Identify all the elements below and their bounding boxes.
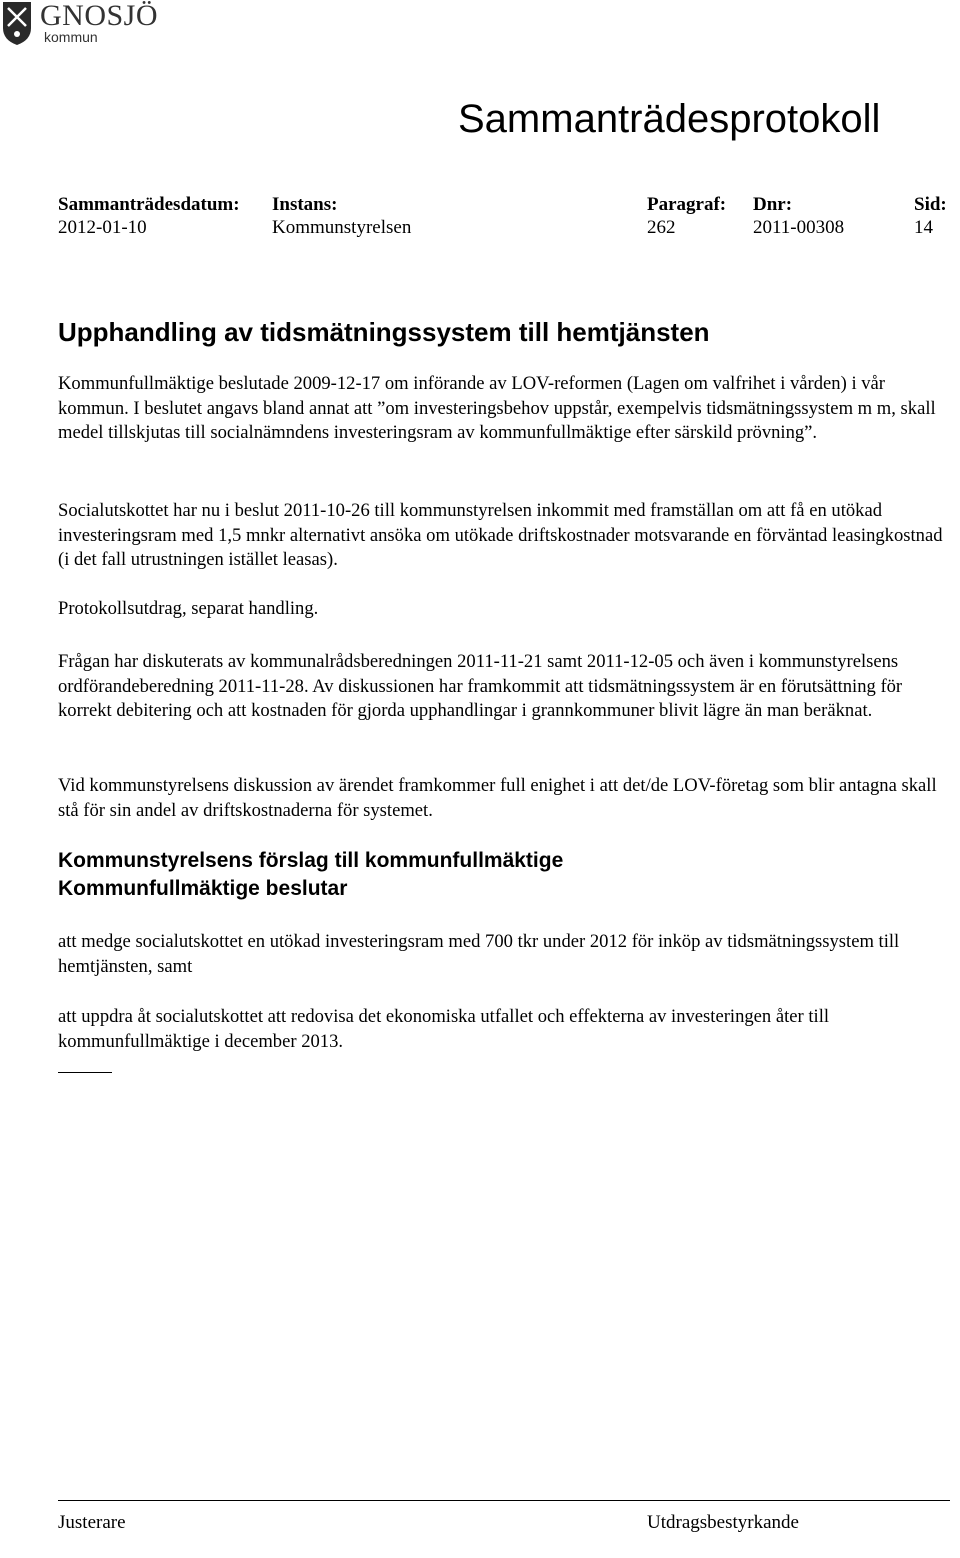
decision-item-2: att uppdra åt socialutskottet att redovisa det ekonomiska utfallet och effekterna av investeringen åter till kommunfullmäktige i december 2013. [58, 1006, 830, 1052]
end-rule [58, 1072, 112, 1073]
footer-justerare: Justerare [58, 1512, 126, 1533]
date-label: Sammanträdesdatum: [58, 194, 240, 215]
instans-value: Kommunstyrelsen [272, 217, 412, 238]
paragraph-4: Frågan har diskuterats av kommunalrådsberedningen 2011-11-21 samt 2011-12-05 och även i kommunstyrelsens ordförandeberedning 2011-11-28. Av diskussionen har framkommit att tidsmätningssystem är en förutsättning för korrekt debitering och att kostnaden för gjorda upphandlingar i grannkommuner blivit lägre än man beräknat. [58, 651, 903, 721]
dnr-value: 2011-00308 [753, 217, 845, 238]
section-title: Upphandling av tidsmätningssystem till hemtjänsten [58, 317, 710, 347]
instans-label: Instans: [272, 194, 338, 215]
paragraph-2: Socialutskottet har nu i beslut 2011-10-26 till kommunstyrelsen inkommit med framställan om att få en utökad investeringsram med 1,5 mnkr alternativt ansöka om utökade driftskostnader motsvarande en förväntad leasingkostnad (i det fall utrustningen istället leasas). [58, 500, 943, 570]
paragraf-value: 262 [647, 217, 676, 238]
decision-item-1: att medge socialutskottet en utökad investeringsram med 700 tkr under 2012 för inköp av tidsmätningssystem till hemtjänsten, samt [58, 931, 900, 977]
paragraph-3: Protokollsutdrag, separat handling. [58, 598, 319, 619]
document-title: Sammanträdesprotokoll [458, 97, 881, 141]
gnosjo-logo [0, 0, 175, 48]
paragraf-label: Paragraf: [647, 194, 727, 215]
paragraph-1: Kommunfullmäktige beslutade 2009-12-17 om införande av LOV-reformen (Lagen om valfrihet i vården) i vår kommun. I beslutet angavs bland annat att ”om investeringsbehov uppstår, exempelvis tidsmätningssystem m m, skall medel tillskjutas till socialnämndens investeringsram av kommunfullmäktige efter särskild prövning”. [58, 373, 936, 443]
logo-sub: kommun [44, 29, 98, 45]
paragraph-5: Vid kommunstyrelsens diskussion av ärendet framkommer full enighet i att det/de LOV-företag som blir antagna skall stå för sin andel av driftskostnaderna för systemet. [58, 775, 937, 821]
sid-value: 14 [914, 217, 933, 238]
coat-of-arms-icon [0, 0, 34, 46]
logo-name: GNOSJÖ [40, 0, 159, 32]
footer-divider [58, 1500, 950, 1501]
dnr-label: Dnr: [753, 194, 793, 215]
proposal-heading: Kommunstyrelsens förslag till kommunfullmäktige [58, 849, 564, 872]
footer-utdragsbestyrkande: Utdragsbestyrkande [647, 1512, 799, 1533]
decision-heading: Kommunfullmäktige beslutar [58, 877, 348, 900]
sid-label: Sid: [914, 194, 947, 215]
date-value: 2012-01-10 [58, 217, 147, 238]
